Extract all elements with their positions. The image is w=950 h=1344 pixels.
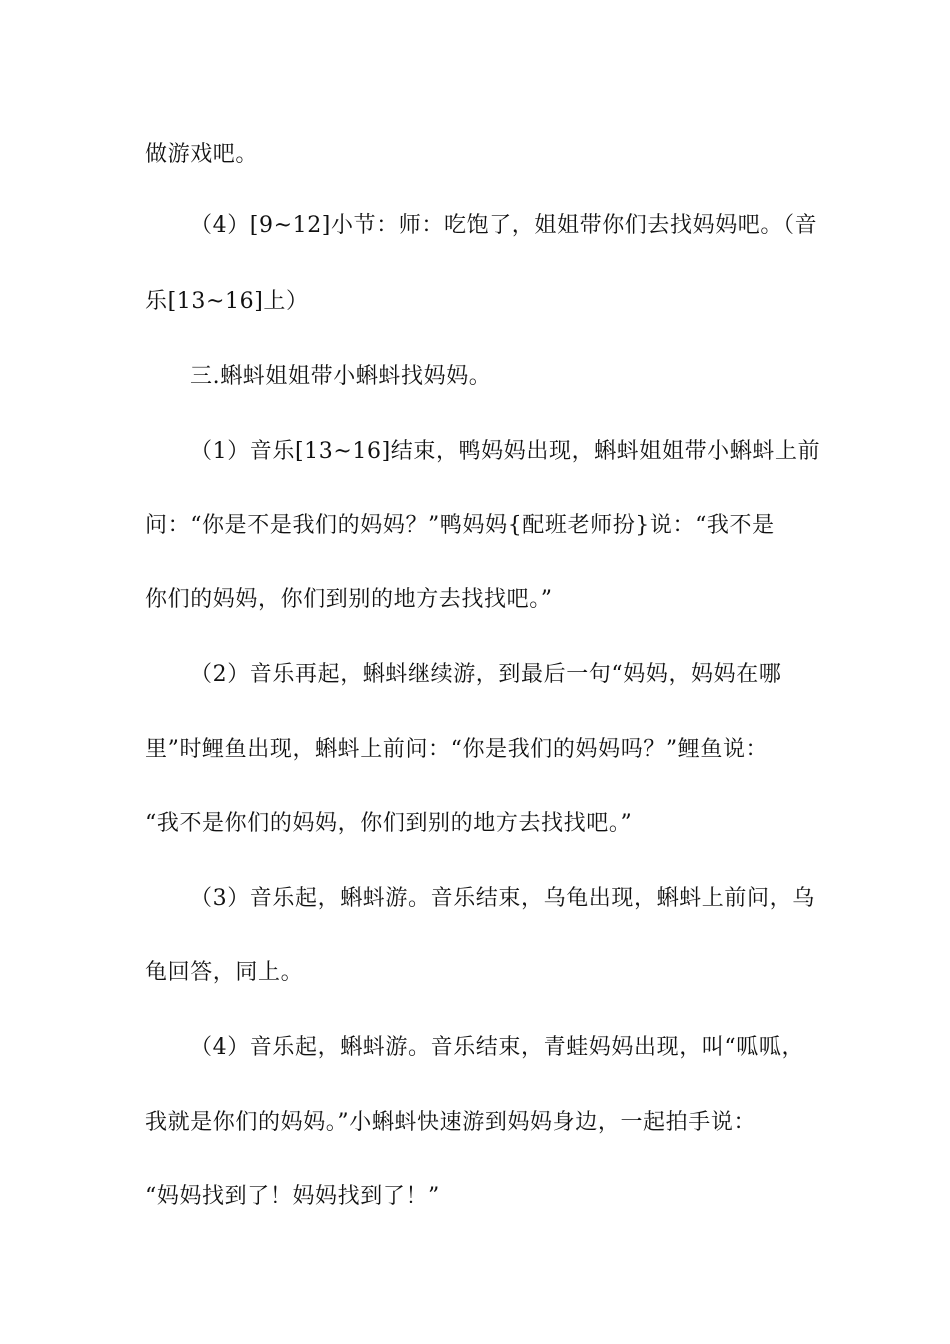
paragraph-1-line-3: 你们的妈妈，你们到别的地方去找找吧。” — [145, 587, 553, 612]
paragraph-1-line-1: （1）音乐[13~16]结束，鸭妈妈出现，蝌蚪姐姐带小蝌蚪上前 — [190, 439, 821, 464]
paragraph-3-line-2: 龟回答，同上。 — [145, 960, 304, 985]
paragraph-1-line-2: 问：“你是不是我们的妈妈？”鸭妈妈{配班老师扮}说：“我不是 — [145, 513, 775, 538]
paragraph-4-line-2: 乐[13~16]上） — [145, 289, 309, 314]
section-heading-3: 三.蝌蚪姐姐带小蝌蚪找妈妈。 — [190, 364, 492, 389]
paragraph-3-line-1: （3）音乐起，蝌蚪游。音乐结束，乌龟出现，蝌蚪上前问，乌 — [190, 886, 815, 911]
paragraph-4b-line-2: 我就是你们的妈妈。”小蝌蚪快速游到妈妈身边，一起拍手说： — [145, 1110, 757, 1135]
paragraph-2-line-3: “我不是你们的妈妈，你们到别的地方去找找吧。” — [145, 811, 633, 836]
paragraph-2-line-2: 里”时鲤鱼出现，蝌蚪上前问：“你是我们的妈妈吗？”鲤鱼说： — [145, 737, 769, 762]
paragraph-2-line-1: （2）音乐再起，蝌蚪继续游，到最后一句“妈妈，妈妈在哪 — [190, 662, 782, 687]
paragraph-4-line-1: （4）[9~12]小节：师：吃饱了，姐姐带你们去找妈妈吧。（音 — [190, 213, 818, 238]
text-line-1: 做游戏吧。 — [145, 142, 259, 167]
paragraph-4b-line-1: （4）音乐起，蝌蚪游。音乐结束，青蛙妈妈出现，叫“呱呱， — [190, 1035, 805, 1060]
paragraph-4b-line-3: “妈妈找到了！妈妈找到了！” — [145, 1184, 440, 1209]
